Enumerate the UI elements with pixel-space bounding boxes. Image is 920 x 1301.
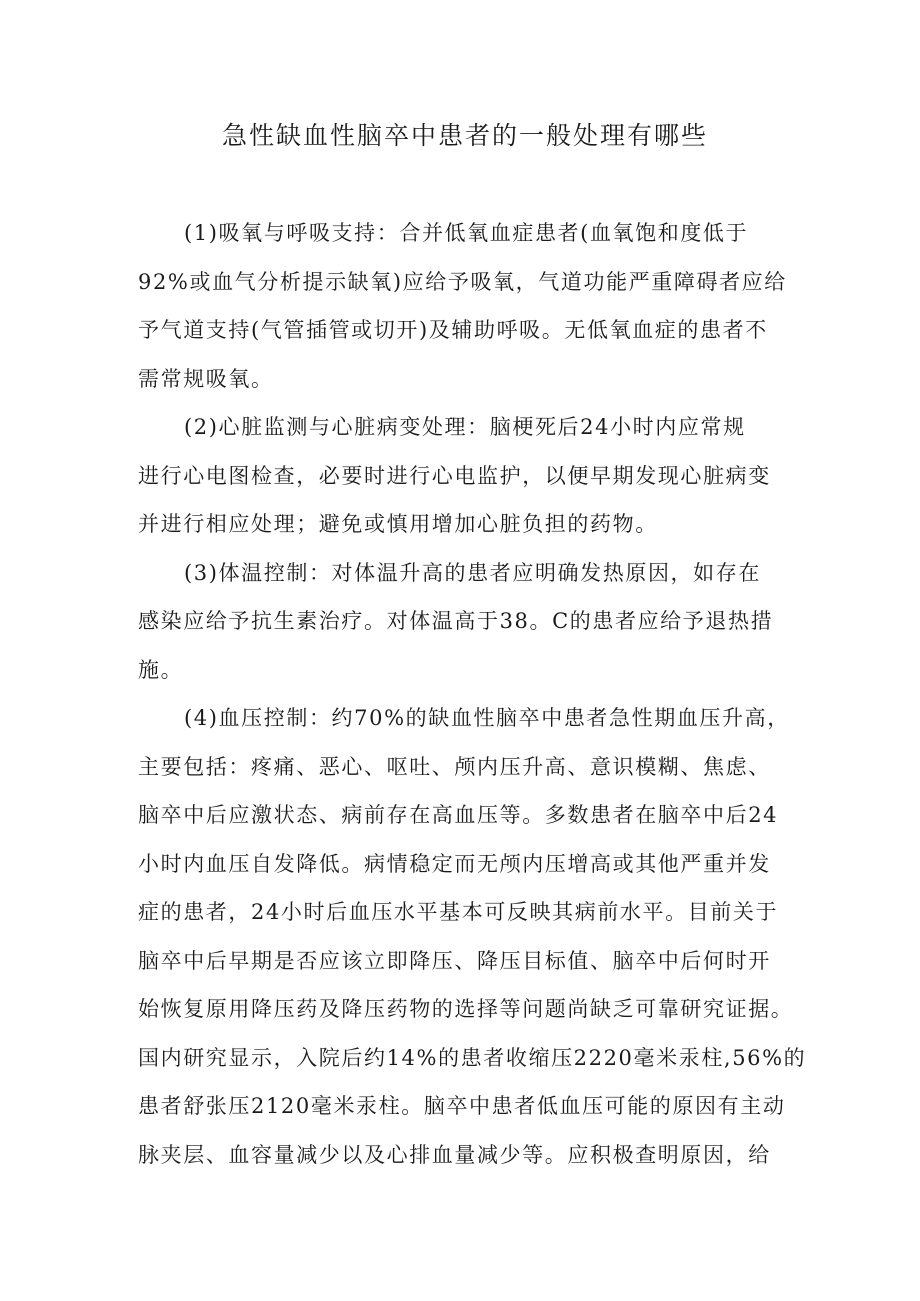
text-line: 脑卒中后早期是否应该立即降压、降压目标值、脑卒中后何时开 [138, 948, 771, 973]
text-line: (2)心脏监测与心脏病变处理：脑梗死后24小时内应常规 [184, 415, 746, 439]
text-line: (4)血压控制：约70%的缺血性脑卒中患者急性期血压升高， [184, 706, 790, 730]
text-line: 需常规吸氧。 [138, 366, 274, 391]
text-line: 并进行相应处理；避免或慎用增加心脏负担的药物。 [138, 512, 658, 536]
document-title: 急性缺血性脑卒中患者的一般处理有哪些 [221, 121, 708, 150]
text-line: 92%或血气分析提示缺氧)应给予吸氧，气道功能严重障碍者应给 [138, 269, 787, 294]
text-line: 主要包括：疼痛、恶心、呕吐、颅内压升高、意识模糊、焦虑、 [138, 754, 771, 779]
text-line: 始恢复原用降压药及降压药物的选择等问题尚缺乏可靠研究证据。 [138, 997, 794, 1021]
text-line: 感染应给予抗生素治疗。对体温高于38。C的患者应给予退热措 [138, 609, 774, 633]
text-line: (1)吸氧与呼吸支持：合并低氧血症患者(血氧饱和度低于 [184, 221, 749, 245]
text-line: 脉夹层、血容量减少以及心排血量减少等。应积极查明原因，给 [138, 1142, 771, 1167]
text-line: 予气道支持(气管插管或切开)及辅助呼吸。无低氧血症的患者不 [138, 318, 768, 342]
text-line: 小时内血压自发降低。病情稳定而无颅内压增高或其他严重并发 [138, 851, 771, 876]
document-body [138, 213, 807, 1183]
text-line: 进行心电图检查，必要时进行心电监护，以便早期发现心脏病变 [138, 463, 771, 488]
text-line: 施。 [138, 657, 184, 682]
text-line: 国内研究显示，入院后约14%的患者收缩压2220毫米汞柱,56%的 [138, 1045, 807, 1070]
text-line: 患者舒张压2120毫米汞柱。脑卒中患者低血压可能的原因有主动 [138, 1094, 786, 1118]
text-line: 症的患者，24小时后血压水平基本可反映其病前水平。目前关于 [138, 900, 779, 924]
text-line: 脑卒中后应激状态、病前存在高血压等。多数患者在脑卒中后24 [138, 803, 779, 827]
text-line: (3)体温控制：对体温升高的患者应明确发热原因，如存在 [184, 560, 761, 585]
